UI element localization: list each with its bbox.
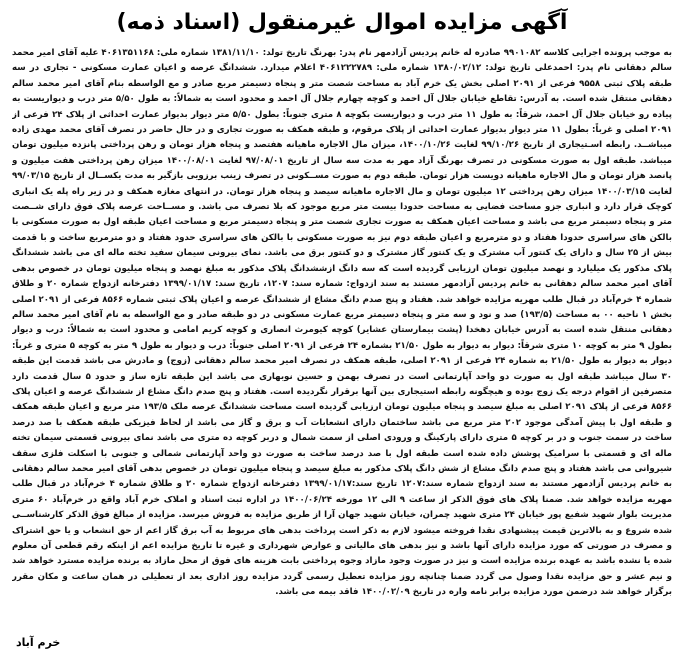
notice-signature: خرم آباد <box>16 636 61 649</box>
notice-title: آگهی مزایده اموال غیرمنقول (اسناد ذمه) <box>116 10 568 35</box>
notice-body: به موجب پرونده اجرایی کلاسه ۹۹۰۱۰۸۲ صادره له خانم پردیس آزادمهر نام پدر: بهرنگ تاریخ تولد: ۱۳۸۱/۱۱/۱۰ شماره ملی: ۴۰۶۱۳۵۱۱۶۸ علیه آقای امیر محمد سالم دهقانی نام پدر: احمدعلی تاریخ تولد: ۱۳۸۰/۰۲/۱۲ شماره ملی: ۴۰۶۱۲۲۲۷۸۹ اعلام میدارد. ششدانگ عرصه و اعیان عمارت مسکونی - تجاری در سه طبقه پلاک ثبتی ۹۵۵۸ فرعی از ۲۰۹۱ اصلی بخش یک خرم آباد به مساحت شصت متر و پنجاه دسیمتر مربع صادر و مع الواسطه بنام آقای امیر محمد سالم دهقانی منتقل شده است. به آدرس: تقاطع خیابان جلال آل احمد و کوچه چهارم جلال آل احمد و محدود است به شمالاً: به طول ۵/۵۰ متر درب و دیواریست به پیاده رو خیابان جلال آل احمد، شرقاً: به طول ۱۱ متر درب و دیواریست بکوچه ۸ متری جنوباً: بطول ۵/۵۰ متر دیوار بدیوار عمارت احداثی از پلاک ۲۴ فرعی از ۲۰۹۱ اصلی و غرباً: بطول ۱۱ متر دیوار بدیوار عمارت احداثی از پلاک مرقوم، و طبقه همکف به صورت تجاری و در حال حاضر در تصرف آقای محمد مهدی زاده میباشــد. رابطه اسـتیجاری از تاریخ ۹۹/۱۰/۲۶ لغایت ۱۴۰۰/۱۰/۲۶، میزان مال الاجاره ماهیانه هفتصد و پنجاه هزار تومان و رهن پرداختی پانزده میلیون تومان میباشد. طبقه اول به صورت مسکونی در تصرف بهرنگ آزاد مهر به مدت سه سال از تاریخ ۹۷/۰۸/۰۱ لغایت ۱۴۰۰/۰۸/۰۱ میزان رهن پرداختی هفت میلیون و پانصد هزار تومان و مال الاجاره ماهیانه دویست هزار تومان. طبقه دوم به صورت مســکونی در تصرف زینب برزویی بازگیر به مدت یکســال از تاریخ ۹۹/۰۳/۱۵ لغایت ۱۴۰۰/۰۳/۱۵ میزان رهن پرداختی ۱۲ میلیون تومان و مال الاجاره ماهیانه سیصد و پنجاه هزار تومان. در انتهای مغازه همکف و در زیر راه پله یک انباری کوچک قرار دارد و انباری جزو مساحت فضایی به مساحت حدودا بیست متر مربع موجود که بلا تصرف می باشد. و مســاحت عرصه پلاک فوق دارای شــصت متر و پنجاه دسیمتر مربع می باشد و مساحت اعیان همکف به صورت تجاری شصت متر و پنجاه دسیمتر مربع و مساحت اعیان طبقه اول به صورت مسکونی با بالکن های سراسری حدودا هفتاد و دو مترمربع و اعیان طبقه دوم نیز به صورت مسکونی با بالکن های سراسری حدود هفتاد و دو مترمربع ساخت و با قدمت بیش از ۲۵ سال و دارای یک کنتور آب مشترک و یک کنتور گاز مشترک و دو کنتور برق می باشد. نمای بیرونی سیمان سفید تخته ماله ای می باشد ششدانگ پلاک مذکور یک میلیارد و نهصد میلیون تومان ارزیابی گردیده است که سه دانگ ازششدانگ پلاک مذکور به مبلغ نهصد و پنجاه میلیون تومان در خصوص بدهی آقای امیر محمد سالم دهقانی به خانم پردیس آزادمهر مستند به سند ازدواج: شماره سند: ۱۲۰۷، تاریخ سند: ۱۳۹۹/۰۱/۱۷ دفترخانه ازدواج شماره ۲۰ و طلاق شماره ۴ خرم‌آباد در قبال طلب مهریه مزایده خواهد شد. هفتاد و پنج صدم دانگ مشاع از ششدانگ عرصه و اعیان پلاک ثبتی شماره ۸۵۶۶ فرعی از ۲۰۹۱ اصلی بخش ۱ ناحیه ۰۰ به مساحت (۱۹۳/۵) صد و نود و سه متر و پنجاه دسیمتر مربع عمارت مسکونی در دو طبقه صادر و مع الواسطه به نام آقای امیر محمد سالم دهقانی منتقل شده است به آدرس خیابان دهخدا (پشت بیمارستان عشایر) کوچه کیومرث انصاری و کوچه کریم امامی و محدود است به شمالاً: درب و دیوار بطول ۹ متر به کوچه ۱۰ متری شرقاً: دیوار به دیوار به طول ۲۱/۵۰ بشماره ۲۴ فرعی از ۲۰۹۱ اصلی جنوباً: درب و دیوار به طول ۹ متر به کوچه ۵ متری و غرباً: دیوار به دیوار به طول ۲۱/۵۰ به شماره ۲۴ فرعی از ۲۰۹۱ اصلی، طبقه همکف در تصرف امیر محمد سالم دهقانی (زوج) و مادرش می باشد قدمت این طبقه ۳۰ سال میباشد طبقه اول به صورت دو واحد آپارتمانی است در تصرف بهمن و حسین نوبهاری می باشد این طبقه تازه ساز و حدود ۵ سال قدمت دارد متصرفین از اقوام درجه یک زوج بوده و هیچگونه رابطه استیجاری بین آنها برقرار نگردیده است. هفتاد و پنج صدم دانگ مشاع از ششدانگ عرصه و اعیان پلاک ۸۵۶۶ فرعی از پلاک ۲۰۹۱ اصلی به مبلغ سیصد و پنجاه میلیون تومان ارزیابی گردیده است مساحت ششدانگ عرصه ملک ۱۹۳/۵ متر مربع و اعیان طبقه همکف و طبقه اول با پیش آمدگی موجود ۲۰۲ متر مربع می باشد ساختمان دارای انشعابات آب و برق و گاز می باشد از لحاظ فیزیکی طبقه همکف با صد درصد ساخت در سمت جنوب و در بر کوچه ۵ متری دارای پارکینگ و ورودی اصلی از سمت شمال و دربر کوچه ده متری می باشد نمای بیرونی قسمتی سیمان تخته ماله ای و قسمتی با سرامیک پوشش داده شده است طبقه اول با صد درصد ساخت به صورت دو واحد آپارتمانی شمالی و جنوبی با اسکلت فلزی سقف شیروانی می باشد هفتاد و پنج صدم دانگ مشاع از شش دانگ پلاک مذکور به مبلغ سیصد و پنجاه میلیون تومان در خصوص بدهی آقای امیر محمد سالم دهقانی به خانم پردیس آزادمهر مستند به سند ازدواج شماره سند:۱۲۰۷ تاریخ سند:۱۳۹۹/۰۱/۱۷ دفترخانه ازدواج شماره ۲۰ و طلاق شماره ۴ خرم‌آباد در قبال طلب مهریه مزایده خواهد شد. ضمنا پلاک های فوق الذکر از ساعت ۹ الی ۱۲ مورخه ۱۴۰۰/۰۶/۲۴ در اداره ثبت اسناد و املاک خرم آباد واقع در خرم‌آباد ۶۰ متری مدیریت بلوار شهید شفیع پور خیابان ۲۴ متری شهید چمران، خیابان شهید جهان آرا از طریق مزایده به فروش میرسد. مزایده از مبالغ فوق الذکر کارشناســی شده شروع و به بالاترین قیمت پیشنهادی نقدا فروخته میشود لازم به ذکر است پرداخت بدهی های مربوط به آب برق گاز اعم از حق انشعاب و یا حق اشتراک و مصرف در صورتی که مورد مزایده دارای آنها باشد و نیز بدهی های مالیاتی و عوارض شهرداری و غیره تا تاریخ مزایده اعم از اینکه رقم قطعی آن معلوم شده یا نشده باشد به عهده برنده مزایده است و نیز در صورت وجود مازاد وجوه پرداختی بابت هزینه های فوق از محل مازاد به برنده مزایده مسترد خواهد شد و نیم عشر و حق مزایده نقدا وصول می گردد ضمنا چنانچه روز مزایده تعطیل رسمی گردد مزایده روز اداری بعد از تعطیلی در همان ساعت و مکان مقرر برگزار خواهد شد درضمن مورد مزایده برابر نامه واره در تاریخ ۱۴۰۰/۰۲/۰۹ فاقد بیمه می باشد. <box>12 48 672 598</box>
